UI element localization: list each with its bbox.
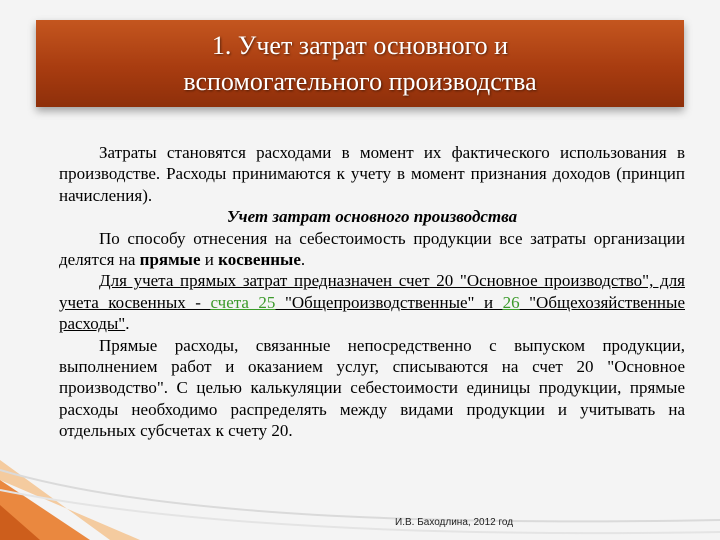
bold-indirect: косвенные <box>218 250 301 270</box>
bold-direct: прямые <box>139 250 201 270</box>
paragraph-1: Затраты становятся расходами в момент их фактического использования в производстве. Расходы принимаются к учету в момент признания доходов (принцип начисления). <box>59 143 685 205</box>
title-line-1: 1. Учет затрат основного и <box>211 30 509 60</box>
paragraph-3: Для учета прямых затрат предназначен счет 20 "Основное производство", для учета косвенных - счета 25 "Общепроизводственные" и 26 "Общехозяйственные расходы". <box>59 271 685 334</box>
link-account-25[interactable]: счета 25 <box>210 292 276 312</box>
slide-content <box>59 142 685 442</box>
paragraph-2: По способу отнесения на себестоимость продукции все затраты организации делятся на прямые и косвенные. <box>59 228 685 270</box>
title-banner <box>36 20 684 107</box>
section-heading: Учет затрат основного производства <box>226 207 518 227</box>
link-account-26[interactable]: 26 <box>502 292 520 312</box>
paragraph-4: Прямые расходы, связанные непосредственно с выпуском продукции, выполнением работ и оказанием услуг, списываются на счет 20 "Основное производство". С целью калькуляции себестоимости единицы продукции, прямые расходы необходимо распределять между видами продукции и учитывать на отдельных субсчетах к счету 20. <box>59 335 685 441</box>
footer-author: И.В. Баходлина, 2012 год <box>395 517 514 528</box>
title-line-2: вспомогательного производства <box>183 66 537 96</box>
